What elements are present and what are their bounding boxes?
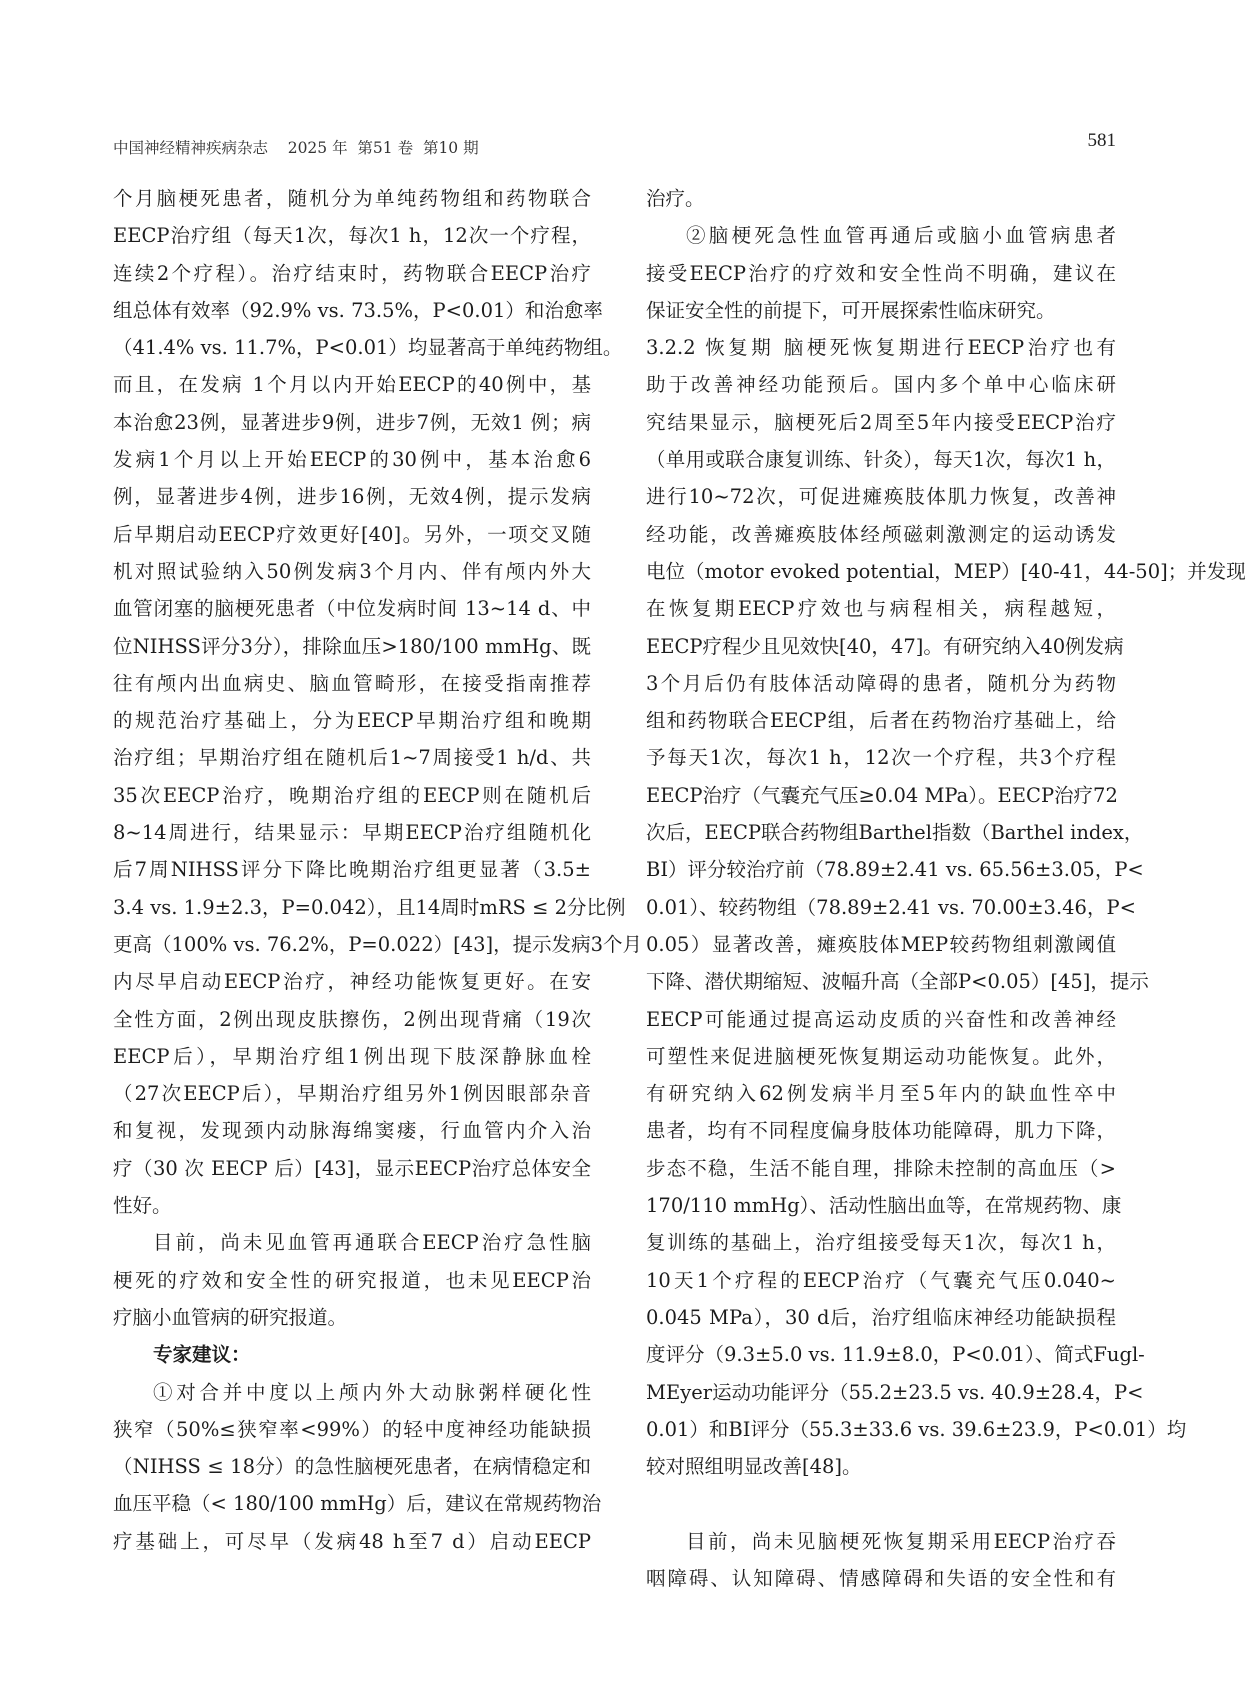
text-line	[646, 1485, 1116, 1522]
text-line: 35次EECP治疗，晚期治疗组的EECP则在随机后	[113, 783, 591, 807]
text-line: 予每天1次，每次1 h，12次一个疗程，共3个疗程	[646, 746, 1116, 770]
text-line: 本治愈23例，显著进步9例，进步7例，无效1 例；病	[113, 410, 591, 434]
text-line: 后7周NIHSS评分下降比晚期治疗组更显著（3.5±	[113, 858, 591, 882]
text-line: （41.4% vs. 11.7%，P<0.01）均显著高于单纯药物组。	[113, 336, 623, 360]
text-line: 目前，尚未见脑梗死恢复期采用EECP治疗吞	[686, 1529, 1116, 1553]
text-line: 0.01）、较药物组（78.89±2.41 vs. 70.00±3.46，P<	[646, 895, 1136, 919]
running-header	[113, 130, 1116, 160]
text-line: 度评分（9.3±5.0 vs. 11.9±8.0，P<0.01）、简式Fugl-	[646, 1343, 1145, 1367]
text-line: 而且，在发病 1个月以内开始EECP的40例中，基	[113, 373, 591, 397]
text-line: 疗基础上，可尽早（发病48 h至7 d）启动EECP	[113, 1529, 591, 1553]
text-line: 连续2个疗程）。治疗结束时，药物联合EECP治疗	[113, 261, 591, 285]
text-line: 后早期启动EECP疗效更好[40]。另外，一项交叉随	[113, 522, 591, 546]
text-line: 和复视，发现颈内动脉海绵窦瘘，行血管内介入治	[113, 1119, 591, 1143]
text-line: 0.01）和BI评分（55.3±33.6 vs. 39.6±23.9，P<0.01）均	[646, 1417, 1187, 1441]
text-line: 咽障碍、认知障碍、情感障碍和失语的安全性和有	[646, 1566, 1116, 1590]
text-line: MEyer运动功能评分（55.2±23.5 vs. 40.9±28.4，P<	[646, 1380, 1144, 1404]
text-line: 助于改善神经功能预后。国内多个单中心临床研	[646, 373, 1116, 397]
text-line: 更高（100% vs. 76.2%，P=0.022）[43]，提示发病3个月	[113, 932, 643, 956]
text-line: 3.4 vs. 1.9±2.3，P=0.042），且14周时mRS ≤ 2分比例	[113, 895, 626, 919]
text-line: 8~14周进行，结果显示：早期EECP治疗组随机化	[113, 821, 591, 845]
text-line: （27次EECP后），早期治疗组另外1例因眼部杂音	[113, 1082, 591, 1106]
text-line: 狭窄（50%≤狭窄率<99%）的轻中度神经功能缺损	[113, 1417, 591, 1441]
left-column	[113, 180, 643, 1560]
text-line: 发病1个月以上开始EECP的30例中，基本治愈6	[113, 448, 591, 472]
text-line: 个月脑梗死患者，随机分为单纯药物组和药物联合	[113, 187, 591, 210]
text-line: 组总体有效率（92.9% vs. 73.5%，P<0.01）和治愈率	[113, 298, 603, 322]
text-line: 10天1个疗程的EECP治疗（气囊充气压0.040~	[646, 1268, 1116, 1292]
journal-info: 中国神经精神疾病杂志 2025 年 第51 卷 第10 期	[113, 139, 479, 157]
page-number: 581	[1087, 130, 1116, 151]
text-line: EECP后），早期治疗组1例出现下肢深静脉血栓	[113, 1044, 591, 1068]
text-line: ①对合并中度以上颅内外大动脉粥样硬化性	[153, 1380, 591, 1404]
text-line: 较对照组明显改善[48]。	[646, 1455, 862, 1479]
text-line: 保证安全性的前提下，可开展探索性临床研究。	[646, 298, 1056, 322]
text-line: EECP治疗组（每天1次，每次1 h，12次一个疗程，	[113, 224, 591, 248]
text-line: 的规范治疗基础上，分为EECP早期治疗组和晚期	[113, 709, 591, 733]
text-line: 往有颅内出血病史、脑血管畸形，在接受指南推荐	[113, 671, 591, 695]
text-line: 经功能，改善瘫痪肢体经颅磁刺激测定的运动诱发	[646, 522, 1116, 546]
text-line: 进行10~72次，可促进瘫痪肢体肌力恢复，改善神	[646, 485, 1116, 509]
text-line: 0.045 MPa），30 d后，治疗组临床神经功能缺损程	[646, 1305, 1116, 1329]
text-line: 内尽早启动EECP治疗，神经功能恢复更好。在安	[113, 970, 591, 994]
text-line: 目前，尚未见血管再通联合EECP治疗急性脑	[153, 1231, 591, 1255]
text-line: 复训练的基础上，治疗组接受每天1次，每次1 h，	[646, 1231, 1116, 1255]
text-line: 性好。	[113, 1194, 172, 1218]
text-line: 梗死的疗效和安全性的研究报道，也未见EECP治	[113, 1268, 591, 1292]
text-line: BI）评分较治疗前（78.89±2.41 vs. 65.56±3.05，P<	[646, 858, 1144, 882]
text-line: 疗脑小血管病的研究报道。	[113, 1305, 348, 1329]
text-line: 治疗组；早期治疗组在随机后1~7周接受1 h/d、共	[113, 746, 591, 770]
text-line: 治疗。	[646, 187, 705, 210]
right-column	[646, 180, 1246, 1597]
text-line: 机对照试验纳入50例发病3个月内、伴有颅内外大	[113, 559, 591, 583]
text-line: 疗（30 次 EECP 后）[43]，显示EECP治疗总体安全	[113, 1156, 591, 1180]
text-line: 步态不稳，生活不能自理，排除未控制的高血压（>	[646, 1156, 1116, 1180]
text-line: 血压平稳（< 180/100 mmHg）后，建议在常规药物治	[113, 1492, 602, 1516]
text-line: 例，显著进步4例，进步16例，无效4例，提示发病	[113, 485, 591, 509]
text-line: 3.2.2 恢复期 脑梗死恢复期进行EECP治疗也有	[646, 336, 1116, 360]
text-line: 全性方面，2例出现皮肤擦伤，2例出现背痛（19次	[113, 1007, 591, 1031]
text-line: 次后，EECP联合药物组Barthel指数（Barthel index，	[646, 821, 1144, 845]
text-line: 在恢复期EECP疗效也与病程相关，病程越短，	[646, 597, 1116, 621]
text-line: ②脑梗死急性血管再通后或脑小血管病患者	[686, 224, 1116, 248]
text-line: 0.05）显著改善，瘫痪肢体MEP较药物组刺激阈值	[646, 932, 1116, 956]
text-line: 可塑性来促进脑梗死恢复期运动功能恢复。此外，	[646, 1044, 1116, 1068]
text-line: （NIHSS ≤ 18分）的急性脑梗死患者，在病情稳定和	[113, 1455, 591, 1479]
text-line: 170/110 mmHg）、活动性脑出血等，在常规药物、康	[646, 1194, 1122, 1218]
text-line: 究结果显示，脑梗死后2周至5年内接受EECP治疗	[646, 410, 1116, 434]
text-line: 位NIHSS评分3分），排除血压>180/100 mmHg、既	[113, 634, 591, 658]
text-line: 血管闭塞的脑梗死患者（中位发病时间 13~14 d、中	[113, 597, 591, 621]
text-line: 3个月后仍有肢体活动障碍的患者，随机分为药物	[646, 671, 1116, 695]
text-line: EECP疗程少且见效快[40，47]。有研究纳入40例发病	[646, 634, 1124, 658]
text-line: 有研究纳入62例发病半月至5年内的缺血性卒中	[646, 1082, 1116, 1106]
text-line: （单用或联合康复训练、针灸），每天1次，每次1 h，	[646, 448, 1116, 472]
text-line: EECP治疗（气囊充气压≥0.04 MPa）。EECP治疗72	[646, 783, 1118, 807]
text-line: 患者，均有不同程度偏身肢体功能障碍，肌力下降，	[646, 1119, 1116, 1143]
text-line: 电位（motor evoked potential，MEP）[40-41，44-50]；并发现	[646, 559, 1246, 583]
text-line: EECP可能通过提高运动皮质的兴奋性和改善神经	[646, 1007, 1116, 1031]
text-line: 组和药物联合EECP组，后者在药物治疗基础上，给	[646, 709, 1116, 733]
text-line: 下降、潜伏期缩短、波幅升高（全部P<0.05）[45]，提示	[646, 970, 1149, 994]
text-line: 接受EECP治疗的疗效和安全性尚不明确，建议在	[646, 261, 1116, 285]
text-line: 专家建议：	[153, 1343, 251, 1367]
